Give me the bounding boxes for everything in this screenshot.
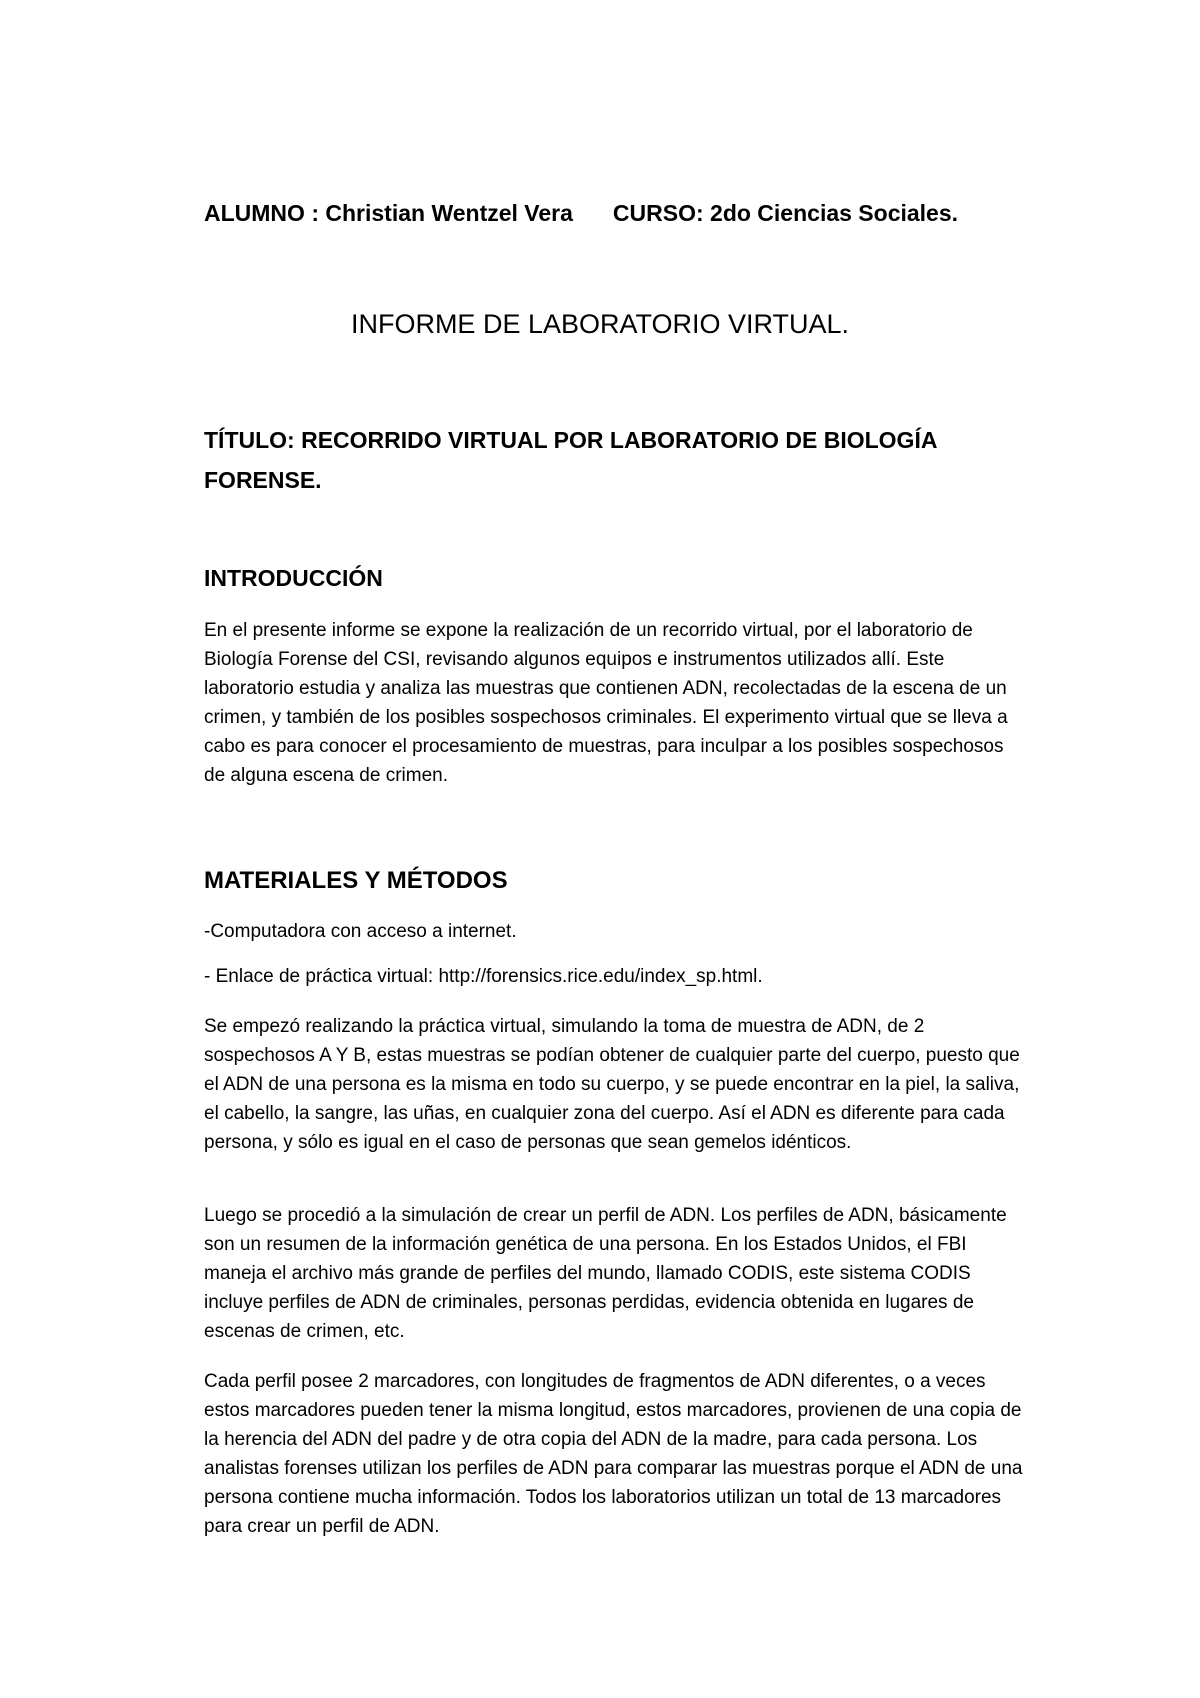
methods-paragraph: Luego se procedió a la simulación de crear un perfil de ADN. Los perfiles de ADN, básicamente son un resumen de la información genética de una persona. En los Estados Unidos, el FBI maneja el archivo más grande de perfiles del mundo, llamado CODIS, este sistema CODIS incluye perfiles de ADN de criminales, personas perdidas, evidencia obtenida en lugares de escenas de crimen, etc. (204, 1205, 1007, 1342)
introduction-heading: INTRODUCCIÓN (204, 565, 383, 591)
materials-heading: MATERIALES Y MÉTODOS (204, 867, 508, 894)
materials-item: - Enlace de práctica virtual: http://forensics.rice.edu/index_sp.html. (204, 966, 763, 987)
materials-item: -Computadora con acceso a internet. (204, 921, 517, 942)
methods-paragraph: Cada perfil posee 2 marcadores, con longitudes de fragmentos de ADN diferentes, o a veces estos marcadores pueden tener la misma longitud, estos marcadores, provienen de una copia de la herencia del ADN del padre y de otra copia del ADN de la madre, para cada persona. Los analistas forenses utilizan los perfiles de ADN para comparar las muestras porque el ADN de una persona contiene mucha información. Todos los laboratorios utilizan un total de 13 marcadores para crear un perfil de ADN. (204, 1371, 1023, 1537)
subject-title: TÍTULO: RECORRIDO VIRTUAL POR LABORATORIO DE BIOLOGÍA FORENSE. (204, 427, 937, 493)
student-name: ALUMNO : Christian Wentzel Vera (204, 200, 573, 226)
header-line (204, 200, 958, 227)
introduction-paragraph: En el presente informe se expone la realización de un recorrido virtual, por el laboratorio de Biología Forense del CSI, revisando algunos equipos e instrumentos utilizados allí. Este laboratorio estudia y analiza las muestras que contienen ADN, recolectadas de la escena de un crimen, y también de los posibles sospechosos criminales. El experimento virtual que se lleva a cabo es para conocer el procesamiento de muestras, para inculpar a los posibles sospechosos de alguna escena de crimen. (204, 620, 1008, 786)
course-name: CURSO: 2do Ciencias Sociales. (612, 200, 959, 226)
methods-paragraph: Se empezó realizando la práctica virtual, simulando la toma de muestra de ADN, de 2 sospechosos A Y B, estas muestras se podían obtener de cualquier parte del cuerpo, puesto que el ADN de una persona es la misma en todo su cuerpo, y se puede encontrar en la piel, la saliva, el cabello, la sangre, las uñas, en cualquier zona del cuerpo. Así el ADN es diferente para cada persona, y sólo es igual en el caso de personas que sean gemelos idénticos. (204, 1016, 1020, 1153)
report-title: INFORME DE LABORATORIO VIRTUAL. (350, 309, 850, 339)
